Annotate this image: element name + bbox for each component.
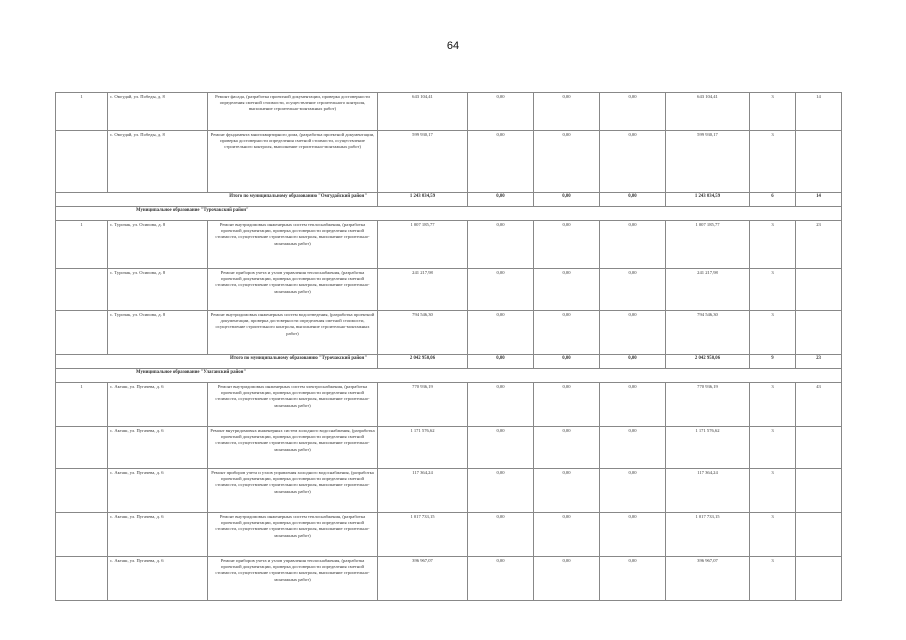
work-description: Ремонт внутридомовых инженерных систем холодного водоснабжения, (разработка проектной документации, проверка достоверности определения сметной стоимости, осуществление строительного контроля, выполнение строительно-монтажных работ) xyxy=(208,427,378,469)
work-description: Ремонт внутридомовых инженерных систем электроснабжения, (разработка проектной документации, проверка достоверности определения сметной стоимости, осуществление строительного контроля, выполнение строительно-монтажных работ) xyxy=(208,383,378,427)
local-cost: 0,00 xyxy=(600,427,666,469)
local-cost: 0,00 xyxy=(600,557,666,601)
address-cell: с. Омгудай, ул. Победы, д. 8 xyxy=(108,93,208,131)
total-k: 9 xyxy=(750,355,796,369)
total-cost: 396 967,07 xyxy=(378,557,468,601)
total-cost: 1 017 733,15 xyxy=(378,513,468,557)
address-cell: с. Турочак, ул. Осипова, д. 8 xyxy=(108,221,208,269)
total-k: 6 xyxy=(750,193,796,207)
total-label: Итого по муниципальному образованию "Омгудайский район" xyxy=(56,193,378,207)
total-cost: 643 104,41 xyxy=(378,93,468,131)
municipality-heading: Муниципальное образование "Улаганский район" xyxy=(56,369,842,383)
owner-cost: 117 364,24 xyxy=(666,469,750,513)
local-cost: 0,00 xyxy=(600,469,666,513)
local-cost: 0,00 xyxy=(600,93,666,131)
fund-cost: 0,00 xyxy=(468,131,534,193)
municipality-total-row xyxy=(56,355,842,369)
work-description: Ремонт приборов учета и узлов управления теплоснабжения, (разработка проектной документации, проверка достоверности определения сметной стоимости, осуществление строительного контроля, выполнение строительно-монтажных работ) xyxy=(208,269,378,311)
work-count: 3 xyxy=(750,557,796,601)
total-cost: 599 930,17 xyxy=(378,131,468,193)
row-number: 1 xyxy=(56,383,108,427)
building-count xyxy=(796,469,842,513)
fund-cost: 0,00 xyxy=(468,427,534,469)
local-cost: 0,00 xyxy=(600,513,666,557)
owner-cost: 1 171 576,62 xyxy=(666,427,750,469)
total-v1: 0,00 xyxy=(468,193,534,207)
work-count: 3 xyxy=(750,221,796,269)
total-last: 14 xyxy=(796,193,842,207)
total-cost: 794 546,30 xyxy=(378,311,468,355)
table-row xyxy=(56,131,842,193)
work-description: Ремонт приборов учета и узлов управления теплоснабжения, (разработка проектной документации, проверка достоверности определения сметной стоимости, осуществление строительного контроля, выполнение строительно-монтажных работ) xyxy=(208,557,378,601)
local-cost: 0,00 xyxy=(600,131,666,193)
row-number xyxy=(56,131,108,193)
work-count: 3 xyxy=(750,383,796,427)
regional-cost: 0,00 xyxy=(534,269,600,311)
building-count xyxy=(796,513,842,557)
local-cost: 0,00 xyxy=(600,221,666,269)
total-cost: 241 217,98 xyxy=(378,269,468,311)
regional-cost: 0,00 xyxy=(534,131,600,193)
fund-cost: 0,00 xyxy=(468,221,534,269)
row-number xyxy=(56,513,108,557)
total-v3: 0,00 xyxy=(600,193,666,207)
address-cell: с. Акташ, ул. Пугачева, д. 6 xyxy=(108,427,208,469)
municipality-heading: Муниципальное образование "Турочакский район" xyxy=(56,207,842,221)
row-number xyxy=(56,311,108,355)
building-count: 14 xyxy=(796,93,842,131)
total-v2: 0,00 xyxy=(534,355,600,369)
building-count xyxy=(796,269,842,311)
total-cost: 117 364,24 xyxy=(378,469,468,513)
regional-cost: 0,00 xyxy=(534,311,600,355)
total-cost: 770 936,19 xyxy=(378,383,468,427)
table-row xyxy=(56,383,842,427)
work-description: Ремонт фундамента многоквартирного дома, (разработка проектной документации, проверка достоверности определения сметной стоимости, осуществление строительного контроля, выполнение строительно-монтажных работ) xyxy=(208,131,378,193)
owner-cost: 1 017 733,15 xyxy=(666,513,750,557)
building-count xyxy=(796,557,842,601)
row-number xyxy=(56,557,108,601)
owner-cost: 241 217,98 xyxy=(666,269,750,311)
table-row xyxy=(56,513,842,557)
owner-cost: 643 104,41 xyxy=(666,93,750,131)
row-number xyxy=(56,427,108,469)
total-v4: 2 042 950,06 xyxy=(666,355,750,369)
fund-cost: 0,00 xyxy=(468,383,534,427)
work-count: 3 xyxy=(750,93,796,131)
capital-repair-table xyxy=(55,92,842,601)
total-label: Итого по муниципальному образованию "Турочакский район" xyxy=(56,355,378,369)
table-row xyxy=(56,469,842,513)
table-row xyxy=(56,269,842,311)
row-number: 1 xyxy=(56,221,108,269)
owner-cost: 1 007 185,77 xyxy=(666,221,750,269)
work-count: 3 xyxy=(750,311,796,355)
work-description: Ремонт внутридомовых инженерных систем теплоснабжения, (разработка проектной документации, проверка достоверности определения сметной стоимости, осуществление строительного контроля, выполнение строительно-монтажных работ) xyxy=(208,221,378,269)
address-cell: с. Омгудай, ул. Победы, д. 8 xyxy=(108,131,208,193)
local-cost: 0,00 xyxy=(600,383,666,427)
owner-cost: 794 546,30 xyxy=(666,311,750,355)
building-count xyxy=(796,131,842,193)
building-count: 43 xyxy=(796,383,842,427)
municipality-total-row xyxy=(56,193,842,207)
address-cell: с. Акташ, ул. Пугачева, д. 6 xyxy=(108,557,208,601)
address-cell: с. Турочак, ул. Осипова, д. 8 xyxy=(108,311,208,355)
total-v2: 0,00 xyxy=(534,193,600,207)
work-description: Ремонт фасада, (разработка проектной документации, проверка достоверности определения сметной стоимости, осуществление строительного контроля, выполнение строительно-монтажных работ) xyxy=(208,93,378,131)
address-cell: с. Турочак, ул. Осипова, д. 8 xyxy=(108,269,208,311)
municipality-heading-row xyxy=(56,207,842,221)
total-last: 23 xyxy=(796,355,842,369)
total-cost: 1 007 185,77 xyxy=(378,221,468,269)
owner-cost: 770 936,19 xyxy=(666,383,750,427)
total-cost: 1 171 576,62 xyxy=(378,427,468,469)
table-row xyxy=(56,93,842,131)
fund-cost: 0,00 xyxy=(468,469,534,513)
total-v1: 0,00 xyxy=(468,355,534,369)
work-description: Ремонт приборов учета и узлов управления холодного водоснабжения, (разработка проектной документации, проверка достоверности определения сметной стоимости, осуществление строительного контроля, выполнение строительно-монтажных работ) xyxy=(208,469,378,513)
table-row xyxy=(56,311,842,355)
regional-cost: 0,00 xyxy=(534,513,600,557)
address-cell: с. Акташ, ул. Пугачева, д. 6 xyxy=(108,469,208,513)
table-row xyxy=(56,427,842,469)
row-number xyxy=(56,469,108,513)
work-count: 3 xyxy=(750,513,796,557)
regional-cost: 0,00 xyxy=(534,221,600,269)
municipality-heading-row xyxy=(56,369,842,383)
row-number xyxy=(56,269,108,311)
regional-cost: 0,00 xyxy=(534,93,600,131)
row-number: 1 xyxy=(56,93,108,131)
regional-cost: 0,00 xyxy=(534,383,600,427)
fund-cost: 0,00 xyxy=(468,557,534,601)
building-count xyxy=(796,311,842,355)
total-v4: 1 243 034,59 xyxy=(666,193,750,207)
regional-cost: 0,00 xyxy=(534,427,600,469)
fund-cost: 0,00 xyxy=(468,311,534,355)
building-count: 23 xyxy=(796,221,842,269)
owner-cost: 599 930,17 xyxy=(666,131,750,193)
table-row xyxy=(56,557,842,601)
regional-cost: 0,00 xyxy=(534,557,600,601)
local-cost: 0,00 xyxy=(600,269,666,311)
work-count: 3 xyxy=(750,469,796,513)
page-number: 64 xyxy=(446,40,460,52)
address-cell: с. Акташ, ул. Пугачева, д. 6 xyxy=(108,383,208,427)
total-v3: 0,00 xyxy=(600,355,666,369)
local-cost: 0,00 xyxy=(600,311,666,355)
total-total: 1 243 034,59 xyxy=(378,193,468,207)
work-count: 3 xyxy=(750,427,796,469)
table-row xyxy=(56,221,842,269)
work-count: 3 xyxy=(750,269,796,311)
work-description: Ремонт внутридомовых инженерных систем теплоснабжения, (разработка проектной документации, проверка достоверности определения сметной стоимости, осуществление строительного контроля, выполнение строительно-монтажных работ) xyxy=(208,513,378,557)
regional-cost: 0,00 xyxy=(534,469,600,513)
work-description: Ремонт внутридомовых инженерных систем водоотведения, (разработка проектной документации, проверка достоверности определения сметной стоимости, осуществление строительного контроля, выполнение строительно-монтажных работ) xyxy=(208,311,378,355)
fund-cost: 0,00 xyxy=(468,513,534,557)
owner-cost: 396 967,07 xyxy=(666,557,750,601)
total-total: 2 042 950,06 xyxy=(378,355,468,369)
work-count: 3 xyxy=(750,131,796,193)
fund-cost: 0,00 xyxy=(468,269,534,311)
building-count xyxy=(796,427,842,469)
fund-cost: 0,00 xyxy=(468,93,534,131)
address-cell: с. Акташ, ул. Пугачева, д. 6 xyxy=(108,513,208,557)
